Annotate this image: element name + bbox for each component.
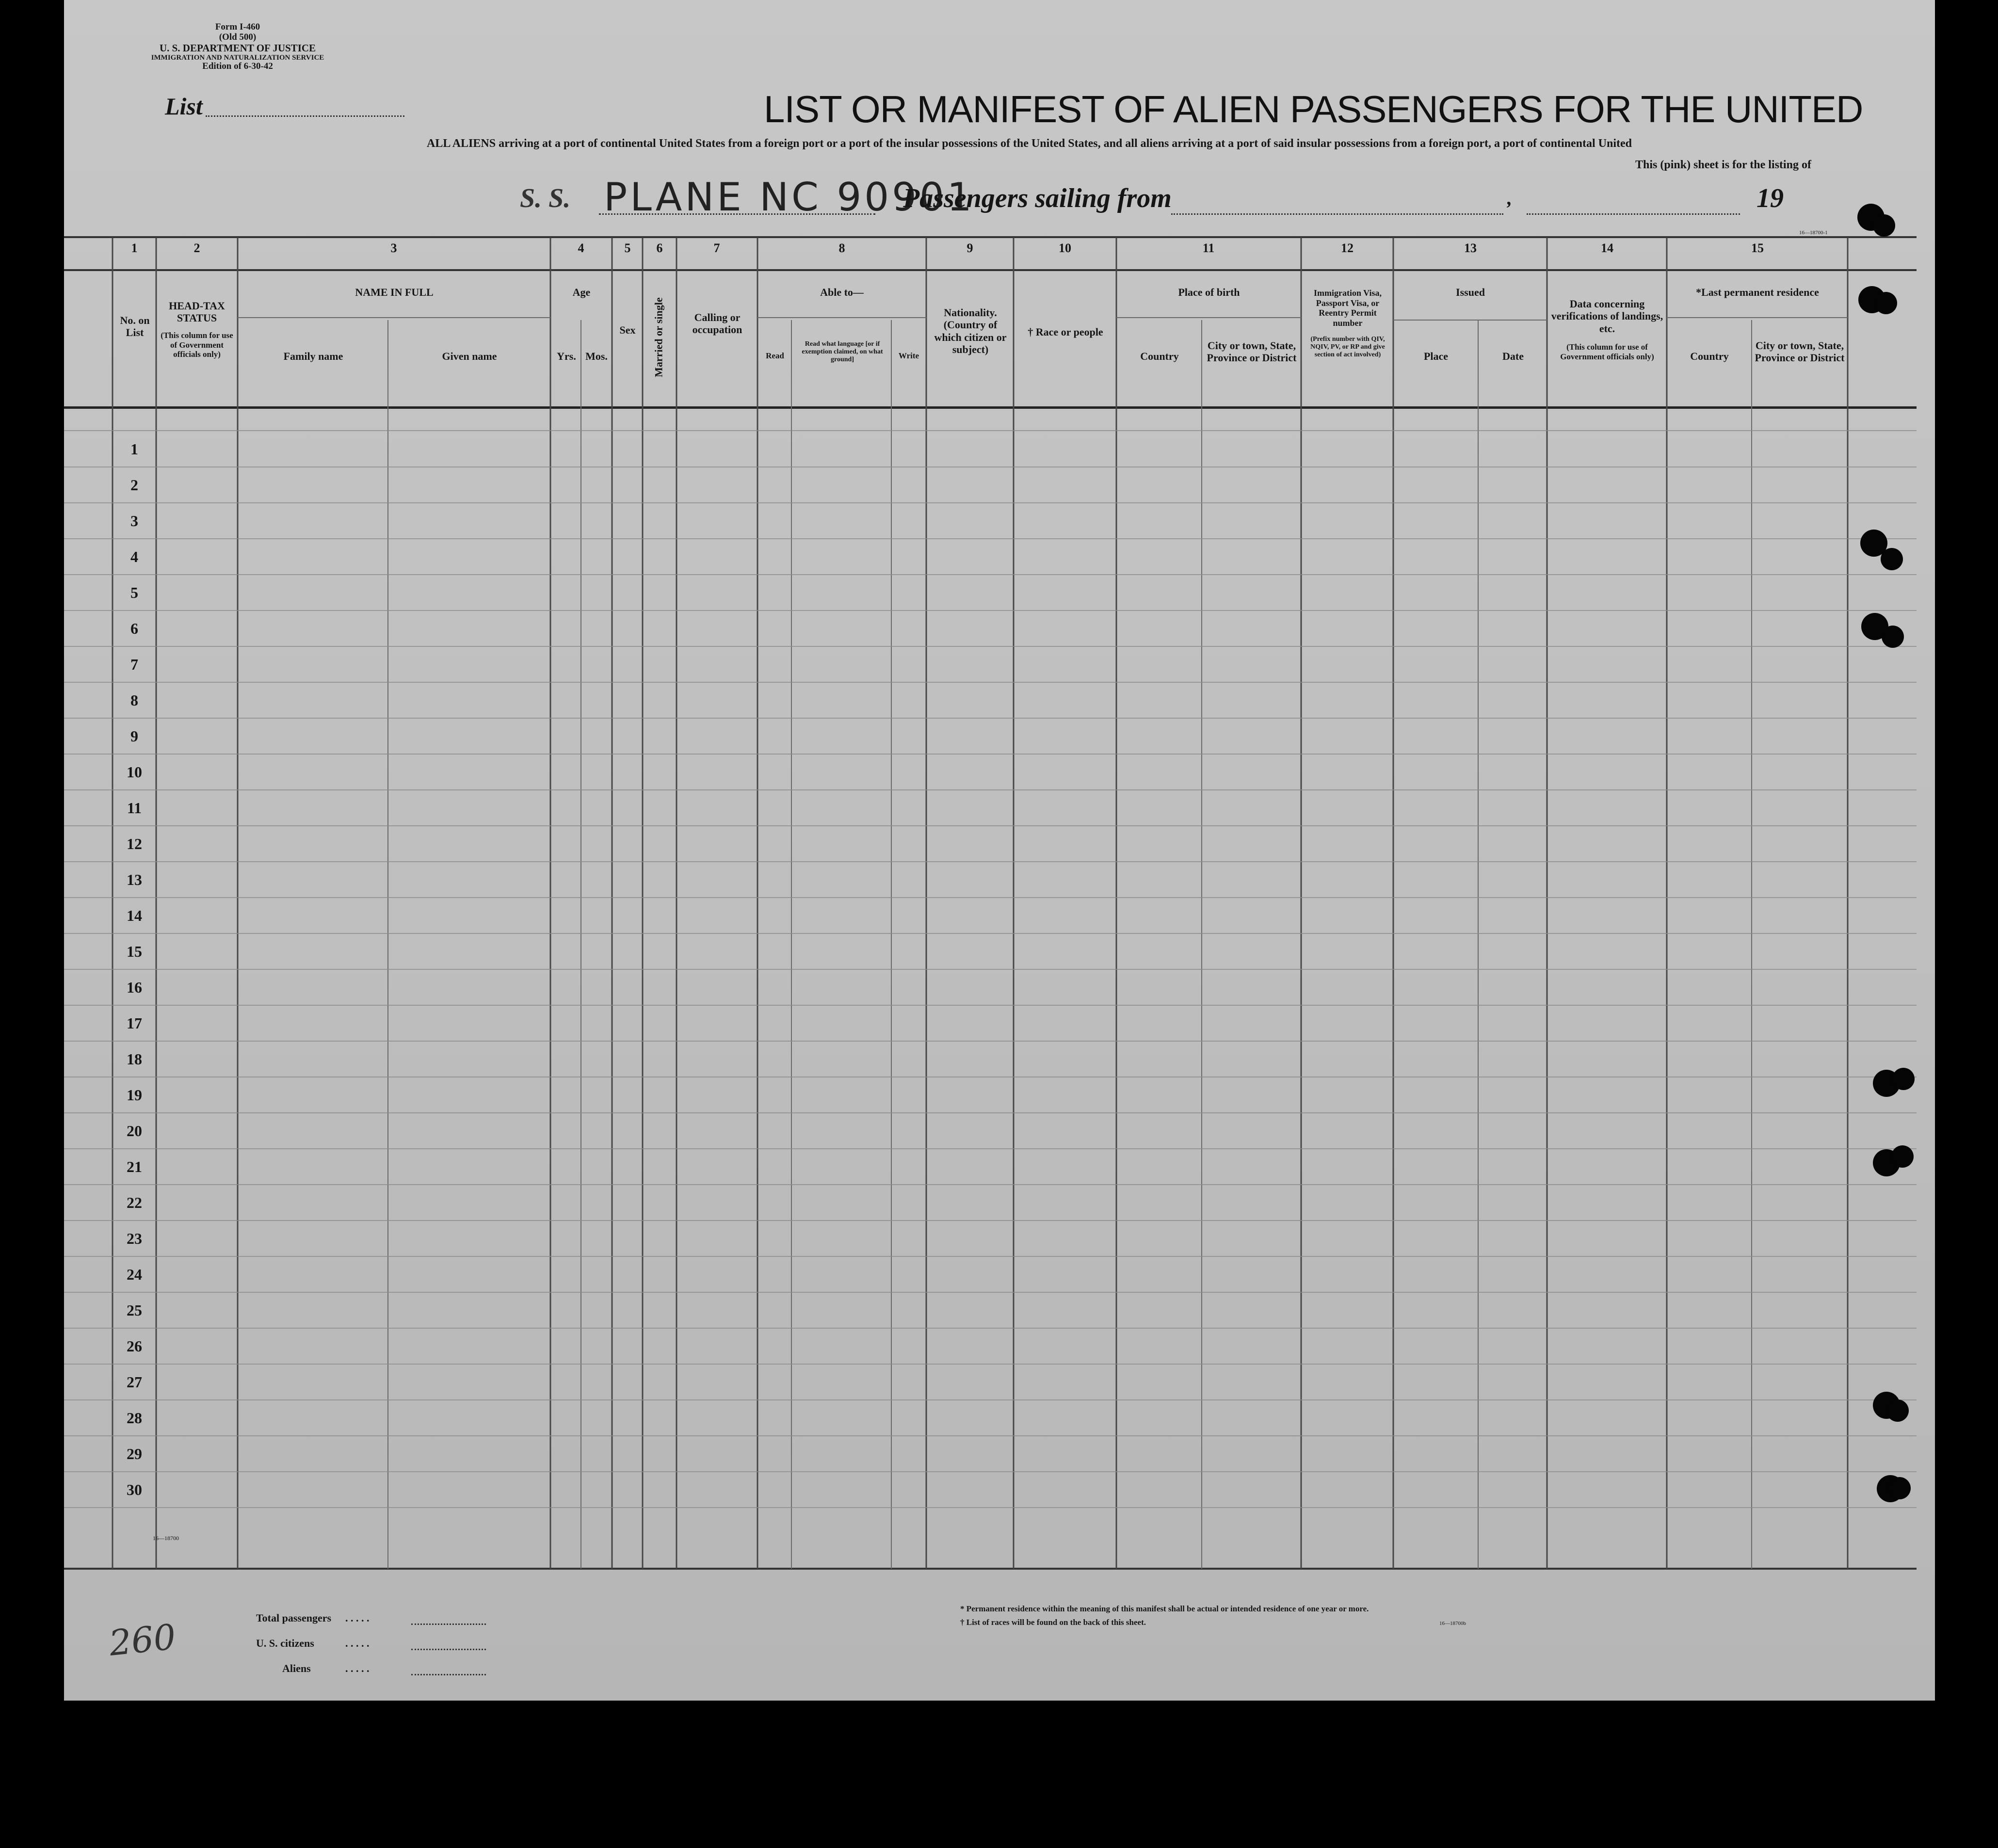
us-citizens-label: U. S. citizens xyxy=(256,1637,314,1649)
header-able-to: Able to— xyxy=(820,286,864,298)
aliens-label: Aliens xyxy=(282,1662,311,1674)
row-number: 5 xyxy=(130,584,138,601)
row-number: 13 xyxy=(127,871,142,888)
service-name: IMMIGRATION AND NATURALIZATION SERVICE xyxy=(151,53,324,62)
column-number: 9 xyxy=(967,241,973,255)
column-number: 3 xyxy=(390,241,397,255)
header-nationality: Nationality. (Country of which citizen or subject) xyxy=(934,306,1007,355)
row-number: 20 xyxy=(127,1122,142,1140)
header-no-on-list: No. on List xyxy=(120,314,150,339)
row-number: 25 xyxy=(127,1302,142,1319)
page-title: LIST OR MANIFEST OF ALIEN PASSENGERS FOR THE UNITED xyxy=(764,88,1863,130)
header-read-what-language: Read what language [or if exemption claimed, on what ground] xyxy=(802,340,883,364)
column-number: 15 xyxy=(1751,241,1764,255)
punch-hole xyxy=(1882,626,1904,648)
form-edition: Edition of 6-30-42 xyxy=(202,61,273,72)
footnote-race-list: † List of races will be found on the back of this sheet. xyxy=(960,1618,1146,1627)
row-number: 11 xyxy=(127,799,142,817)
header-birth-country: Country xyxy=(1140,350,1179,362)
vessel-name-handwritten: PLANE NC 90901 xyxy=(604,175,975,220)
total-passengers-field[interactable] xyxy=(411,1623,486,1625)
footnote-permanent-residence: * Permanent residence within the meaning of this manifest shall be actual or intended residence of one year or more. xyxy=(960,1604,1369,1613)
comma: , xyxy=(1507,187,1512,209)
punch-hole xyxy=(1873,214,1895,237)
header-visa-note: (Prefix number with QIV, NQIV, PV, or RP and give section of act involved) xyxy=(1310,336,1385,359)
column-number: 13 xyxy=(1464,241,1477,255)
punch-hole xyxy=(1881,548,1903,570)
row-number: 16 xyxy=(127,979,142,996)
row-number: 21 xyxy=(127,1158,142,1175)
header-place-of-birth: Place of birth xyxy=(1178,286,1240,298)
sailing-from-label: Passengers sailing from xyxy=(903,183,1172,213)
column-number: 5 xyxy=(624,241,631,255)
column-number: 4 xyxy=(578,241,584,255)
row-number: 29 xyxy=(127,1445,142,1462)
row-number: 8 xyxy=(130,691,138,709)
column-number: 14 xyxy=(1601,241,1613,255)
dot-leader: . . . . . xyxy=(345,1612,370,1624)
header-residence-city: City or town, State, Province or District xyxy=(1755,339,1845,364)
row-number: 17 xyxy=(127,1014,142,1032)
row-number: 15 xyxy=(127,943,142,960)
header-data-note: (This column for use of Government officials only) xyxy=(1560,342,1654,361)
row-number: 6 xyxy=(130,620,138,637)
row-number: 7 xyxy=(130,656,138,673)
handwritten-page-number: 260 xyxy=(107,1616,178,1664)
us-citizens-field[interactable] xyxy=(411,1649,486,1650)
row-number: 26 xyxy=(127,1337,142,1355)
column-number: 1 xyxy=(131,241,138,255)
punch-hole xyxy=(1891,1145,1914,1168)
row-number: 9 xyxy=(130,727,138,745)
header-write: Write xyxy=(898,351,919,360)
column-number: 12 xyxy=(1341,241,1353,255)
row-number: 22 xyxy=(127,1194,142,1211)
row-number: 27 xyxy=(127,1373,142,1391)
column-number: 8 xyxy=(838,241,845,255)
header-family-name: Family name xyxy=(283,350,343,362)
department-name: U. S. DEPARTMENT OF JUSTICE xyxy=(159,42,316,54)
punch-hole xyxy=(1886,1399,1909,1422)
header-given-name: Given name xyxy=(442,350,497,362)
header-issued: Issued xyxy=(1456,286,1485,298)
header-calling-occupation: Calling or occupation xyxy=(692,311,742,336)
row-number: 18 xyxy=(127,1050,142,1068)
row-number: 24 xyxy=(127,1266,142,1283)
header-issued-date: Date xyxy=(1502,350,1524,362)
header-age-years: Yrs. xyxy=(557,350,576,362)
punch-hole xyxy=(1892,1068,1915,1090)
column-number: 11 xyxy=(1202,241,1215,255)
header-birth-city: City or town, State, Province or District xyxy=(1207,339,1297,364)
header-data-verifications: Data concerning verifications of landings, etc. xyxy=(1551,298,1663,335)
form-code-bottom: 16—18700 xyxy=(153,1535,179,1542)
row-number: 12 xyxy=(127,835,142,852)
row-number: 23 xyxy=(127,1230,142,1247)
column-number: 10 xyxy=(1059,241,1071,255)
form-code-top: 16—18700-1 xyxy=(1799,230,1828,236)
header-visa-number: Immigration Visa, Passport Visa, or Reentry Permit number xyxy=(1313,288,1382,328)
intro-text-line2: This (pink) sheet is for the listing of xyxy=(1635,159,1811,171)
punch-hole xyxy=(1875,292,1897,314)
year-prefix: 19 xyxy=(1756,183,1784,213)
dot-leader: . . . . . xyxy=(345,1662,370,1674)
header-issued-place: Place xyxy=(1423,350,1449,362)
punch-hole xyxy=(1888,1477,1911,1499)
header-head-tax-note: (This column for use of Government officials only) xyxy=(161,331,233,359)
row-number: 1 xyxy=(130,440,138,458)
column-number: 6 xyxy=(656,241,663,255)
header-sex: Sex xyxy=(619,324,636,336)
header-last-residence: *Last permanent residence xyxy=(1696,286,1819,298)
row-number: 19 xyxy=(127,1086,142,1104)
header-read: Read xyxy=(766,351,784,360)
column-number: 2 xyxy=(193,241,200,255)
form-code-footer: 16—18700b xyxy=(1439,1621,1466,1626)
row-number: 14 xyxy=(127,907,142,924)
header-age-months: Mos. xyxy=(585,350,608,362)
row-number: 4 xyxy=(130,548,138,565)
row-number: 3 xyxy=(130,512,138,530)
header-residence-country: Country xyxy=(1690,350,1729,362)
form-number: Form I-460 xyxy=(215,22,260,32)
row-number: 10 xyxy=(127,763,142,781)
vessel-prefix: S. S. xyxy=(520,183,571,213)
header-age: Age xyxy=(572,286,591,298)
header-name-in-full: NAME IN FULL xyxy=(355,286,434,298)
header-married-or-single: Married or single xyxy=(652,297,665,377)
total-passengers-label: Total passengers xyxy=(256,1612,332,1624)
row-number: 28 xyxy=(127,1409,142,1427)
column-number: 7 xyxy=(713,241,720,255)
intro-text-line1: ALL ALIENS arriving at a port of continental United States from a foreign port or a port of the insular possessions of the United States, and all aliens arriving at a port of said insular possessions from a foreign port, a port of continental United xyxy=(427,137,1632,150)
header-race: † Race or people xyxy=(1028,326,1103,338)
aliens-field[interactable] xyxy=(411,1674,486,1675)
dot-leader: . . . . . xyxy=(345,1637,370,1649)
row-number: 30 xyxy=(127,1481,142,1498)
header-head-tax: HEAD-TAX STATUS xyxy=(169,300,225,324)
row-number: 2 xyxy=(130,476,138,494)
form-old-number: (Old 500) xyxy=(219,32,257,42)
list-label: List xyxy=(165,93,203,120)
